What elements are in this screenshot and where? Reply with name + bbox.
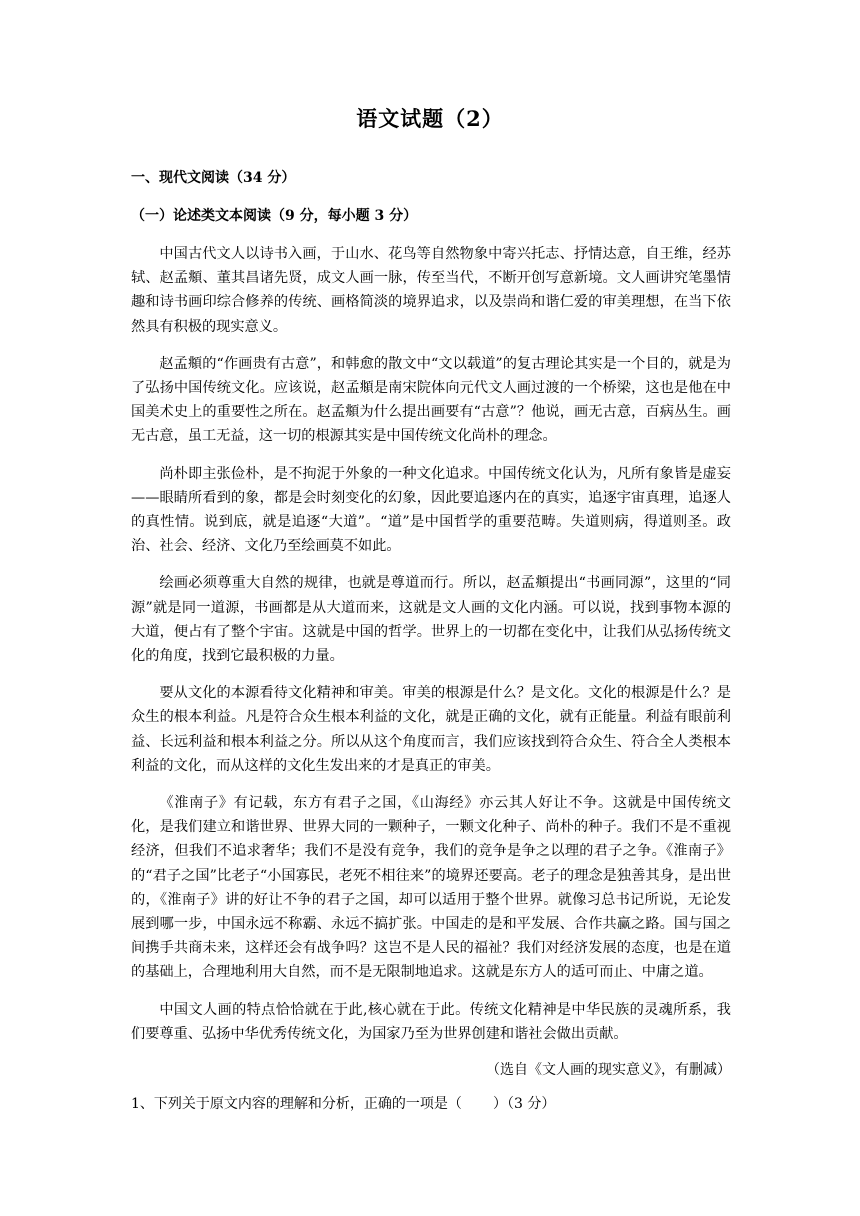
passage-paragraph-2: 赵孟頫的“作画贵有古意”，和韩愈的散文中“文以载道”的复古理论其实是一个目的，就是为了弘扬中国传统文化。应该说，赵孟頫是南宋院体向元代文人画过渡的一个桥梁，这也是他在中国美术史上的重要性之所在。赵孟頫为什么提出画要有“古意”？他说，画无古意，百病丛生。画无古意，虽工无益，这一切的根源其实是中国传统文化尚朴的理念。: [131, 355, 731, 445]
passage-paragraph-3: 尚朴即主张俭朴，是不拘泥于外象的一种文化追求。中国传统文化认为，凡所有象皆是虚妄——眼睛所看到的象，都是会时刻变化的幻象，因此要追逐内在的真实，追逐宇宙真理，追逐人的真性情。说到底，就是追逐“大道”。“道”是中国哲学的重要范畴。失道则病，得道则圣。政治、社会、经济、文化乃至绘画莫不如此。: [131, 465, 731, 555]
exam-title: 语文试题（2）: [356, 106, 504, 131]
section-heading: 一、现代文阅读（34 分）: [131, 170, 296, 186]
passage-paragraph-7: 中国文人画的特点恰恰就在于此,核心就在于此。传统文化精神是中华民族的灵魂所系，我们要尊重、弘扬中华优秀传统文化，为国家乃至为世界创建和谐社会做出贡献。: [131, 1001, 731, 1042]
question-1: 1、下列关于原文内容的理解和分析，正确的一项是（ ）（3 分）: [131, 1096, 556, 1113]
source-note: （选自《文人画的现实意义》，有删减）: [486, 1062, 731, 1079]
reading-passage: [131, 242, 731, 1115]
passage-paragraph-6: 《淮南子》有记载，东方有君子之国，《山海经》亦云其人好让不争。这就是中国传统文化，是我们建立和谐世界、世界大同的一颗种子，一颗文化种子、尚朴的种子。我们不是不重视经济，但我们不追求奢华；我们不是没有竞争，我们的竞争是争之以理的君子之争。《淮南子》的“君子之国”比老子“小国寡民，老死不相往来”的境界还要高。老子的理念是独善其身，是出世的，《淮南子》讲的好让不争的君子之国，却可以适用于整个世界。就像习总书记所说，无论发展到哪一步，中国永远不称霸、永远不搞扩张。中国走的是和平发展、合作共赢之路。国与国之间携手共商未来，这样还会有战争吗？这岂不是人民的福祉？我们对经济发展的态度，也是在道的基础上，合理地利用大自然，而不是无限制地追求。这就是东方人的适可而止、中庸之道。: [131, 795, 731, 981]
passage-paragraph-4: 绘画必须尊重大自然的规律，也就是尊道而行。所以，赵孟頫提出“书画同源”，这里的“同源”就是同一道源，书画都是从大道而来，这就是文人画的文化内涵。可以说，找到事物本源的大道，便占有了整个宇宙。这就是中国的哲学。世界上的一切都在变化中，让我们从弘扬传统文化的角度，找到它最积极的力量。: [131, 575, 731, 665]
passage-paragraph-1: 中国古代文人以诗书入画，于山水、花鸟等自然物象中寄兴托志、抒情达意，自王维，经苏轼、赵孟頫、董其昌诸先贤，成文人画一脉，传至当代，不断开创写意新境。文人画讲究笔墨情趣和诗书画印综合修养的传统、画格简淡的境界追求，以及崇尚和谐仁爱的审美理想，在当下依然具有积极的现实意义。: [131, 246, 731, 335]
subsection-heading: （一）论述类文本阅读（9 分，每小题 3 分）: [131, 208, 418, 224]
passage-paragraph-5: 要从文化的本源看待文化精神和审美。审美的根源是什么？是文化。文化的根源是什么？是众生的根本利益。凡是符合众生根本利益的文化，就是正确的文化，就有正能量。利益有眼前利益、长远利益和根本利益之分。所以从这个角度而言，我们应该找到符合众生、符合全人类根本利益的文化，而从这样的文化生发出来的才是真正的审美。: [131, 685, 731, 774]
